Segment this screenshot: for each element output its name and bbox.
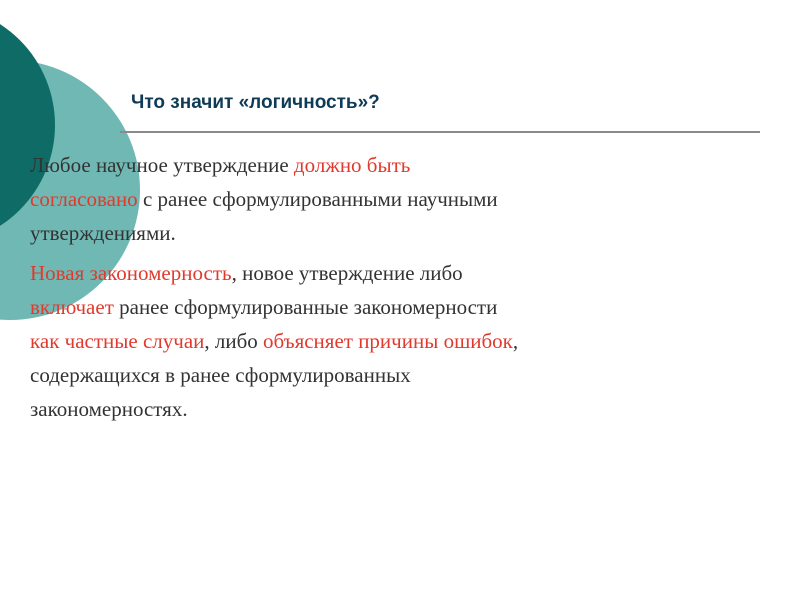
title-divider (120, 131, 760, 133)
highlight-special-cases: как частные случаи (30, 329, 205, 353)
highlight-new-law: Новая закономерность (30, 261, 232, 285)
p1-line2: согласовано с ранее сформулированными научными (30, 187, 498, 211)
highlight-includes: включает (30, 295, 114, 319)
highlight-consistent: согласовано (30, 187, 138, 211)
paragraph-new-law (30, 256, 518, 426)
p2-line4: содержащихся в ранее сформулированных (30, 363, 411, 387)
p2-line2: включает ранее сформулированные закономерности (30, 295, 498, 319)
p1-line1: Любое научное утверждение должно быть (30, 153, 411, 177)
p2-line3: как частные случаи, либо объясняет причины ошибок, (30, 329, 519, 353)
slide-title: Что значит «логичность»? (131, 92, 380, 113)
p1-line3: утверждениями. (30, 221, 176, 245)
p2-line5: закономерностях. (30, 397, 188, 421)
highlight-must-be: должно быть (293, 153, 411, 177)
highlight-explains-errors: объясняет причины ошибок (263, 329, 513, 353)
paragraph-consistency (30, 148, 498, 250)
p2-line1: Новая закономерность, новое утверждение либо (30, 261, 463, 285)
